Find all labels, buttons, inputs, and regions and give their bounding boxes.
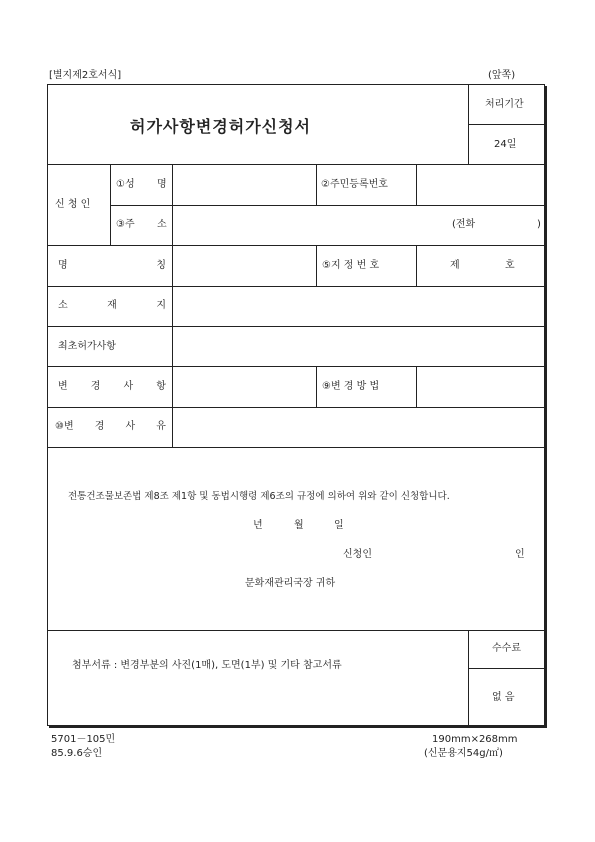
seal-label: 인: [515, 549, 525, 560]
phone-close: ): [537, 219, 541, 230]
divider: [316, 164, 317, 205]
change-reason-field[interactable]: [174, 409, 543, 445]
address-field[interactable]: [174, 207, 444, 243]
fee-label: 수수료: [492, 643, 521, 654]
name-field[interactable]: [174, 166, 314, 203]
date-year-label: 년: [253, 520, 263, 531]
attachments-note: 첨부서류 : 변경부분의 사진(1매), 도면(1부) 및 기타 참고서류: [72, 660, 342, 671]
paper-size: 190mm×268mm: [432, 734, 518, 745]
divider: [468, 630, 469, 726]
designation-number-label: ⑤지 정 번 호: [322, 260, 380, 271]
divider: [316, 245, 317, 286]
processing-period-value: 24일: [494, 139, 517, 150]
divider: [47, 407, 545, 408]
divider: [468, 124, 545, 125]
divider: [416, 164, 417, 205]
property-name-field[interactable]: [174, 247, 314, 284]
form-title: 허가사항변경허가신청서: [130, 117, 312, 136]
location-field[interactable]: [174, 288, 543, 324]
divider: [110, 205, 545, 206]
resident-number-field[interactable]: [418, 166, 543, 203]
location-label: 소 재 지: [58, 300, 166, 311]
divider: [47, 366, 545, 367]
applicant-group-label: 신 청 인: [55, 199, 91, 210]
change-item-label: 변 경 사 항: [58, 381, 166, 392]
date-day-label: 일: [334, 520, 344, 531]
approval-date: 85.9.6승인: [51, 748, 103, 759]
addressee: 문화재관리국장 귀하: [245, 578, 336, 589]
address-label-2: 소: [157, 219, 167, 230]
processing-period-label: 처리기간: [485, 99, 524, 110]
page-side-label: (앞쪽): [488, 70, 516, 81]
divider: [416, 245, 417, 286]
divider: [47, 326, 545, 327]
divider: [172, 164, 173, 447]
address-label: ③주: [116, 219, 135, 230]
divider: [47, 447, 545, 448]
change-item-field[interactable]: [174, 368, 314, 405]
change-reason-label: ⑩변 경 사 유: [55, 421, 166, 432]
form-number: [별지제2호서식]: [49, 70, 122, 81]
name-title-label: 명 칭: [58, 260, 166, 271]
designation-prefix: 제: [450, 260, 460, 271]
divider: [416, 366, 417, 407]
initial-permit-field[interactable]: [174, 328, 543, 364]
divider: [316, 366, 317, 407]
divider: [47, 630, 545, 631]
change-method-field[interactable]: [418, 368, 543, 405]
divider: [468, 84, 469, 164]
designation-suffix: 호: [505, 260, 515, 271]
paper-type: (신문용지54g/㎡): [424, 748, 503, 759]
name-label-2: 명: [157, 179, 167, 190]
initial-permit-label: 최초허가사항: [58, 341, 116, 352]
fee-value: 없 음: [492, 692, 515, 703]
declaration-text: 전통건조물보존법 제8조 제1항 및 동법시행령 제6조의 규정에 의하여 위와 같이 신청합니다.: [68, 491, 450, 502]
signer-label: 신청인: [343, 549, 372, 560]
divider: [468, 668, 545, 669]
form-code: 5701－105민: [51, 734, 116, 745]
name-label: ①성: [116, 179, 135, 190]
phone-label: (전화: [452, 219, 476, 230]
resident-number-label: ②주민등록번호: [321, 179, 388, 190]
divider: [47, 245, 545, 246]
date-month-label: 월: [294, 520, 304, 531]
change-method-label: ⑨변 경 방 법: [322, 381, 380, 392]
divider: [110, 164, 111, 245]
divider: [47, 164, 545, 165]
divider: [47, 286, 545, 287]
